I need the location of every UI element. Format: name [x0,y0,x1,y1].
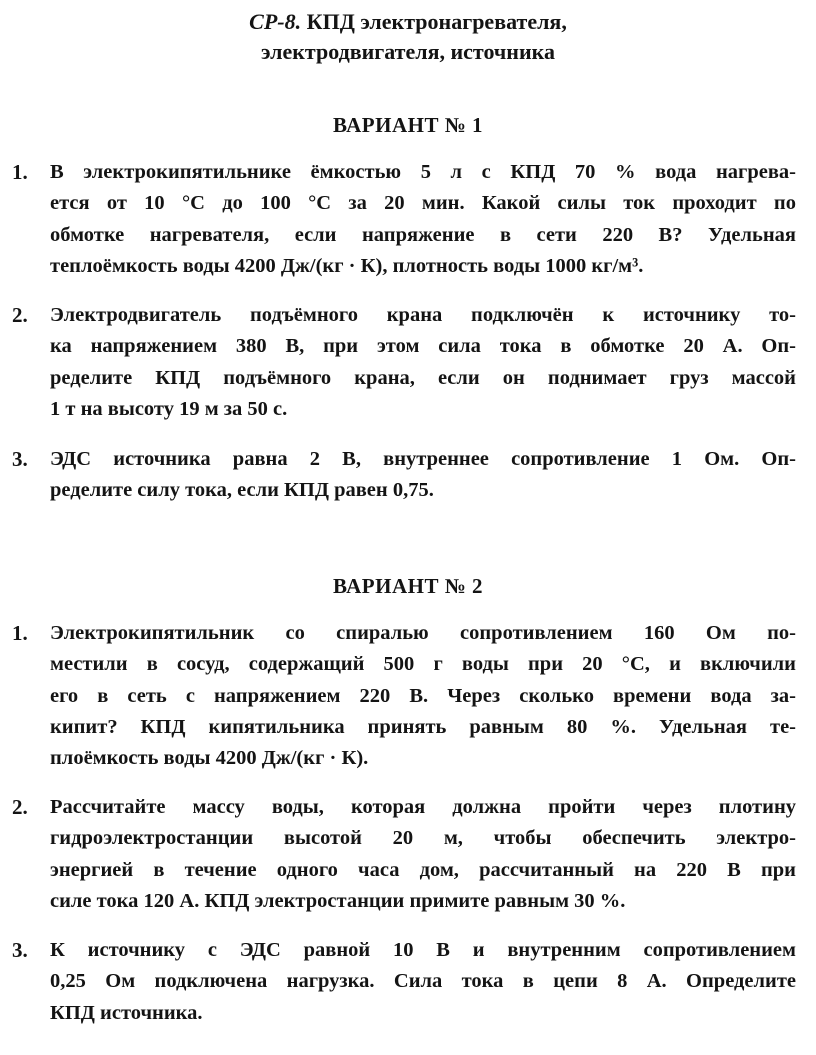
task-line: ется от 10 °С до 100 °С за 20 мин. Какой силы ток проходит по [50,192,796,215]
task-line: кипит? КПД кипятильника принять равным 80 %. Удельная те- [50,715,796,738]
worksheet-code: СР-8. [249,9,302,34]
title-text-1: КПД электронагревателя, [301,9,567,34]
task-text [50,935,796,1029]
task-line: плоёмкость воды 4200 Дж/(кг · К). [50,747,369,770]
task-line: Электродвигатель подъёмного крана подключён к источнику то- [50,304,796,326]
variant-2-heading: ВАРИАНТ № 2 [332,574,484,598]
task-number: 2. [12,795,28,819]
task-number: 1. [12,160,28,184]
task-line: ка напряжением 380 В, при этом сила тока в обмотке 20 А. Оп- [50,335,796,358]
task-line: КПД источника. [50,1001,203,1024]
task-line: Рассчитайте массу воды, которая должна пройти через плотину [50,796,796,818]
task-line: ределите силу тока, если КПД равен 0,75. [50,479,434,502]
task-text [50,792,796,917]
task-text [50,618,796,774]
task-line: 0,25 Ом подключена нагрузка. Сила тока в цепи 8 А. Определите [50,970,796,993]
task-line: силе тока 120 А. КПД электростанции примите равным 30 %. [50,889,626,912]
page-title-line-1 [0,8,816,36]
task-line: энергией в течение одного часа дом, рассчитанный на 220 В при [50,858,796,881]
task-line: К источнику с ЭДС равной 10 В и внутренним сопротивлением [50,939,796,961]
task-line: обмотке нагревателя, если напряжение в сети 220 В? Удельная [50,223,796,246]
task-number: 2. [12,303,28,327]
page-title-line-2: электродвигателя, источника [261,39,555,64]
task-line: ЭДС источника равна 2 В, внутреннее сопротивление 1 Ом. Оп- [50,448,796,470]
task-line: ределите КПД подъёмного крана, если он поднимает груз массой [50,366,796,389]
task-number: 3. [12,938,28,962]
task-text [50,157,796,282]
task-line: его в сеть с напряжением 220 В. Через сколько времени вода за- [50,684,796,707]
task-line: гидроэлектростанции высотой 20 м, чтобы обеспечить электро- [50,827,796,850]
variant-1-heading: ВАРИАНТ № 1 [332,113,484,137]
task-text [50,300,796,425]
task-line: 1 т на высоту 19 м за 50 с. [50,397,288,420]
task-text [50,444,796,507]
task-number: 3. [12,447,28,471]
task-line: теплоёмкость воды 4200 Дж/(кг · К), плотность воды 1000 кг/м³. [50,254,644,277]
task-number: 1. [12,621,28,645]
task-line: Электрокипятильник со спиралью сопротивлением 160 Ом по- [50,622,796,644]
task-line: В электрокипятильнике ёмкостью 5 л с КПД 70 % вода нагрева- [50,161,796,183]
task-line: местили в сосуд, содержащий 500 г воды при 20 °С, и включили [50,653,796,676]
